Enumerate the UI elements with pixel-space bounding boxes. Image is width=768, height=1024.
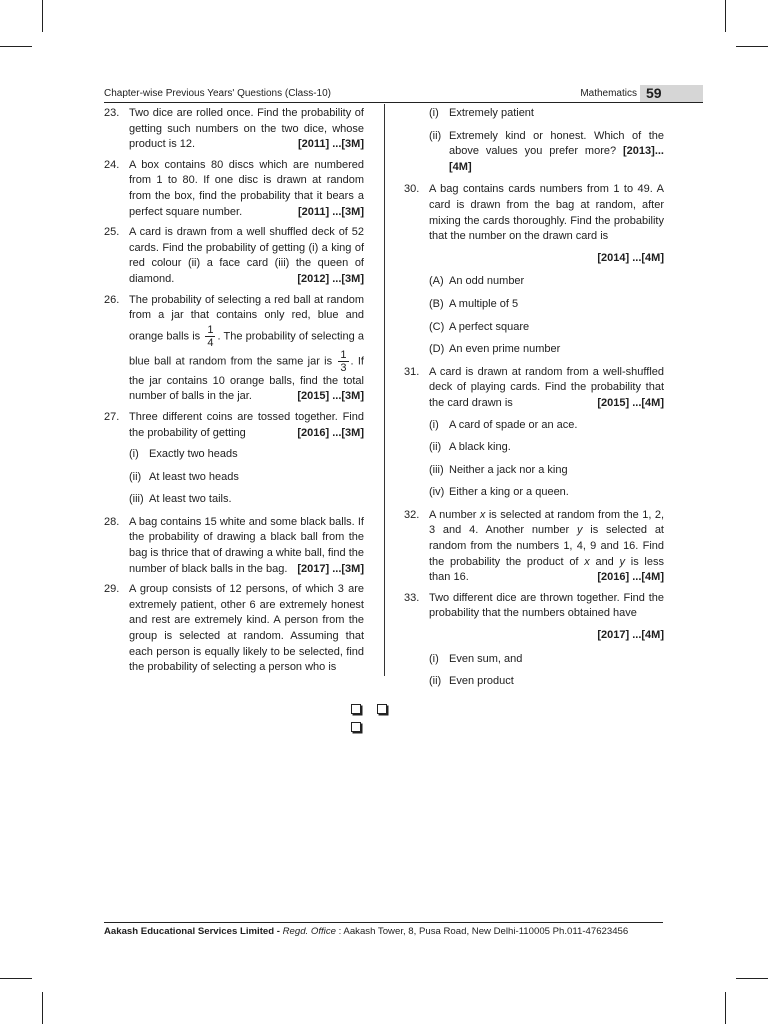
option-number: (C) <box>429 320 445 333</box>
fraction <box>338 349 348 374</box>
option-list <box>429 418 664 501</box>
regd-office-label: Regd. Office <box>282 926 336 937</box>
question-reference: [2011] ...[3M] <box>297 138 364 151</box>
page-number-box <box>640 85 703 102</box>
fraction-denominator: 3 <box>340 361 347 374</box>
crop-mark <box>736 46 768 47</box>
question-number: 26. <box>104 293 120 306</box>
option-text: Neither a jack nor a king <box>449 463 568 476</box>
question-text: is selected at random from the numbers 1, 4, 9 and 16. Find the probability the product of <box>429 524 664 568</box>
option-number: (ii) <box>429 675 442 688</box>
question-text: A box contains 80 discs which are numbered from 1 to 80. If one disc is drawn at random from the box, find the probability that it bears a perfect square number. <box>129 158 364 218</box>
option-item <box>429 652 664 668</box>
question-33 <box>404 591 664 690</box>
question-number: 31. <box>404 365 420 378</box>
option-item <box>429 440 664 456</box>
question-29 <box>104 582 364 676</box>
question-26 <box>104 293 364 405</box>
crop-mark <box>42 0 43 32</box>
question-number: 25. <box>104 226 120 239</box>
question-reference: [2015] ...[4M] <box>597 396 664 409</box>
option-item <box>429 297 664 313</box>
option-text: A card of spade or an ace. <box>449 418 578 431</box>
option-text: Even product <box>449 675 514 688</box>
crop-mark <box>42 992 43 1024</box>
crop-mark <box>725 992 726 1024</box>
option-text: A perfect square <box>449 320 530 333</box>
page-number: 59 <box>646 85 662 101</box>
option-number: (ii) <box>129 470 142 483</box>
option-item <box>129 470 364 486</box>
question-number: 32. <box>404 508 420 521</box>
left-column <box>104 106 364 681</box>
option-text: Extremely kind or honest. Which of the above values you prefer more? <box>449 129 664 158</box>
square-icon <box>351 722 361 732</box>
crop-mark <box>725 0 726 32</box>
question-32 <box>404 508 664 586</box>
option-number: (B) <box>429 297 444 310</box>
option-item <box>429 342 664 358</box>
crop-mark <box>736 978 768 979</box>
question-number: 24. <box>104 158 120 171</box>
option-text: Extremely patient <box>449 107 534 119</box>
question-number: 28. <box>104 515 120 528</box>
option-item <box>129 492 364 508</box>
question-text: A bag contains 15 white and some black balls. If the probability of drawing a black ball from the bag is thrice that of drawing a white ball, find the number of black balls in the bag. <box>129 515 364 575</box>
variable-y: y <box>576 524 583 537</box>
question-text: . If the jar contains 10 orange balls, find the total number of balls in the jar. <box>129 355 364 403</box>
question-25 <box>104 225 364 287</box>
option-item <box>429 106 664 122</box>
question-text: A group consists of 12 persons, of which 3 are extremely patient, other 6 are extremely honest and rest are extremely kind. A person from the group is selected at random. Assuming that each person is equally likely to be selected, find the probability of selecting a person who is <box>129 583 364 674</box>
column-divider <box>384 104 385 676</box>
option-number: (i) <box>429 418 439 431</box>
option-text: Exactly two heads <box>149 448 238 461</box>
question-29-continued <box>429 106 664 175</box>
option-item <box>429 418 664 434</box>
square-icon <box>377 704 387 714</box>
question-31 <box>404 365 664 501</box>
page-footer <box>104 926 664 937</box>
crop-mark <box>0 46 32 47</box>
question-number: 30. <box>404 183 420 196</box>
option-text: An odd number <box>449 275 525 288</box>
question-reference: [2017] ...[4M] <box>597 629 664 642</box>
fraction-numerator: 1 <box>340 348 347 361</box>
option-list <box>429 274 664 357</box>
option-text: At least two heads <box>149 470 239 483</box>
question-text: Two dice are rolled once. Find the probability of getting such numbers on the two dice, whose product is 12. <box>129 107 364 151</box>
option-item <box>429 129 664 176</box>
question-number: 29. <box>104 583 120 596</box>
option-text: A multiple of 5 <box>449 297 519 310</box>
question-23 <box>104 106 364 153</box>
question-reference: [2014] ...[4M] <box>597 251 664 264</box>
question-reference: [2013]...[4M] <box>449 145 664 173</box>
question-number: 27. <box>104 410 120 423</box>
question-text: is less than 16. <box>429 555 664 584</box>
variable-y: y <box>619 555 626 568</box>
question-reference: [2017] ...[3M] <box>297 562 364 575</box>
option-number: (iv) <box>429 486 445 499</box>
question-text: Two different dice are thrown together. Find the probability that the numbers obtained have <box>429 591 664 620</box>
company-address: : Aakash Tower, 8, Pusa Road, New Delhi-110005 Ph.011-47623456 <box>338 926 629 937</box>
fraction-numerator: 1 <box>207 323 214 336</box>
page-header <box>104 86 703 102</box>
option-list <box>429 652 664 690</box>
option-number: (ii) <box>429 129 442 142</box>
fraction-denominator: 4 <box>207 336 214 349</box>
question-number: 33. <box>404 591 420 604</box>
subject-label: Mathematics <box>580 88 637 99</box>
company-name: Aakash Educational Services Limited - <box>104 926 280 937</box>
option-number: (i) <box>129 448 139 461</box>
option-number: (i) <box>429 652 439 665</box>
chapter-title: Chapter-wise Previous Years' Questions (Class-10) <box>104 88 332 99</box>
question-reference: [2016] ...[4M] <box>597 571 664 584</box>
end-markers <box>351 701 421 713</box>
crop-mark <box>0 978 32 979</box>
option-text: At least two tails. <box>149 493 232 506</box>
option-item <box>429 674 664 690</box>
question-28 <box>104 515 364 577</box>
question-27 <box>104 410 364 508</box>
question-text: A bag contains cards numbers from 1 to 49. A card is drawn from the bag at random, after mixing the cards thoroughly. Find the probability that the number on the drawn card is <box>429 183 664 243</box>
question-text: is selected at random from the 1, 2, 3 and 4. Another number <box>429 508 664 537</box>
option-list <box>129 447 364 508</box>
option-number: (A) <box>429 275 444 288</box>
footer-rule <box>104 922 663 923</box>
option-item <box>429 320 664 336</box>
option-text: Even sum, and <box>449 652 523 665</box>
variable-x: x <box>479 508 486 521</box>
question-text: A number <box>429 508 480 521</box>
question-text: A card is drawn at random from a well-shuffled deck of playing cards. Find the probability that the card drawn is <box>429 365 664 409</box>
option-item <box>429 485 664 501</box>
question-reference: [2011] ...[3M] <box>297 205 364 218</box>
fraction <box>205 324 215 349</box>
option-number: (iii) <box>129 493 144 506</box>
question-24 <box>104 158 364 220</box>
option-item <box>129 447 364 463</box>
question-text: . The probability of selecting a blue ball at random from the same jar is <box>129 330 364 368</box>
question-30 <box>404 182 664 357</box>
option-item <box>429 274 664 290</box>
option-number: (D) <box>429 343 445 356</box>
option-item <box>429 463 664 479</box>
question-reference: [2012] ...[3M] <box>297 272 364 285</box>
option-text: A black king. <box>449 441 511 454</box>
right-column <box>404 106 664 697</box>
question-text: Three different coins are tossed together. Find the probability of getting <box>129 410 364 439</box>
question-reference: [2015] ...[3M] <box>297 390 364 403</box>
option-text: Either a king or a queen. <box>449 486 569 499</box>
question-text: The probability of selecting a red ball at random from a jar that contains only red, blue and orange balls is <box>129 293 364 343</box>
question-text: A card is drawn from a well shuffled deck of 52 cards. Find the probability of getting (i) a king of red colour (ii) a face card (iii) the queen of diamond. <box>129 226 364 285</box>
question-number: 23. <box>104 107 120 119</box>
option-number: (ii) <box>429 441 442 454</box>
square-icon <box>351 704 361 714</box>
option-number: (iii) <box>429 463 444 476</box>
option-text: An even prime number <box>449 343 561 356</box>
question-reference: [2016] ...[3M] <box>297 426 364 439</box>
variable-x: x <box>584 555 590 568</box>
question-text: and <box>589 555 620 568</box>
option-number: (i) <box>429 107 439 119</box>
header-rule <box>104 102 703 103</box>
